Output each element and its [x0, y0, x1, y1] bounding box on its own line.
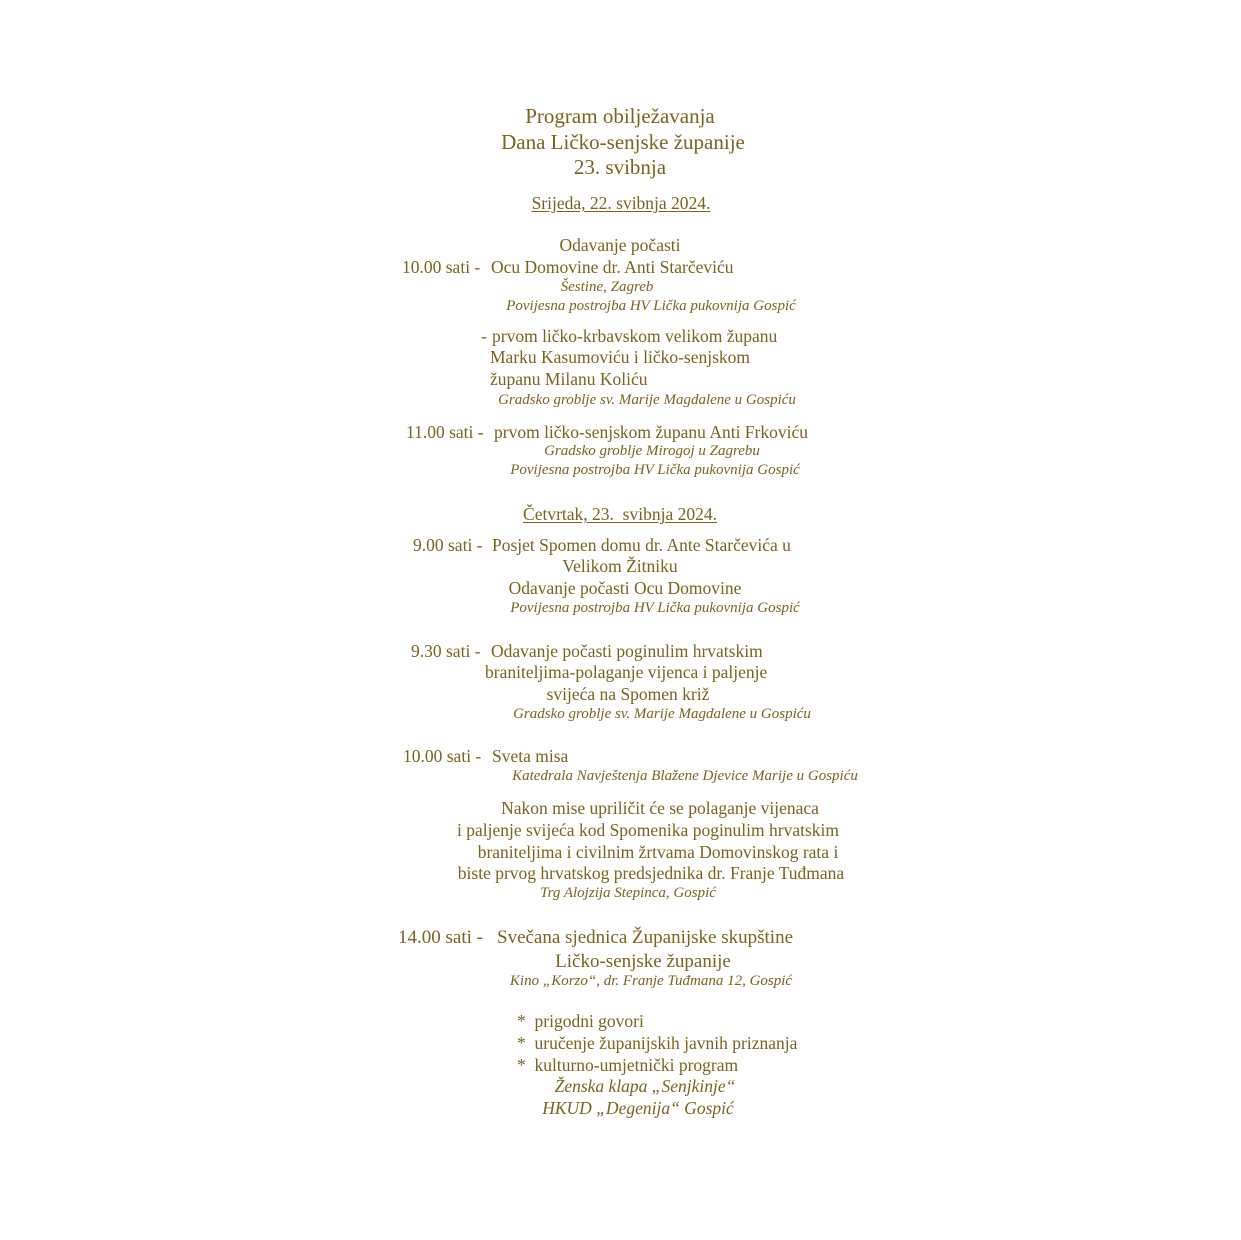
day1-event2-dash: -	[481, 326, 487, 346]
day1-event3-time: 11.00 sati -	[406, 422, 484, 442]
day1-event3-place: Gradsko groblje Mirogoj u Zagrebu	[544, 443, 760, 459]
day2-event4-time: 14.00 sati -	[398, 927, 483, 948]
day2-event3-text: Sveta misa	[492, 746, 569, 766]
day2-date: Četvrtak, 23. svibnja 2024.	[523, 504, 717, 524]
performer-1: Ženska klapa „Senjkinje“	[554, 1076, 736, 1096]
day2-event3-time: 10.00 sati -	[403, 746, 482, 766]
day2-event1-time: 9.00 sati -	[413, 535, 483, 555]
title-line-3: 23. svibnja	[573, 155, 667, 179]
day2-event2-place: Gradsko groblje sv. Marije Magdalene u Gospiću	[513, 706, 811, 722]
day1-date: Srijeda, 22. svibnja 2024.	[531, 193, 711, 213]
day2-event1-unit: Povijesna postrojba HV Lička pukovnija Gospić	[510, 600, 800, 616]
performer-2: HKUD „Degenija“ Gospić	[542, 1098, 734, 1118]
day2-event4-line2: Ličko-senjske županije	[555, 951, 731, 972]
day1-event3-text: prvom ličko-senjskom županu Anti Frkoviću	[494, 422, 808, 442]
day2-event1-line2: Velikom Žitniku	[562, 556, 678, 576]
title-line-2: Dana Ličko-senjske županije	[501, 130, 745, 154]
day1-event1-text: Ocu Domovine dr. Anti Starčeviću	[491, 257, 734, 277]
day2-event4-line1: Svečana sjednica Županijske skupštine	[497, 927, 794, 948]
day1-event1-unit: Povijesna postrojba HV Lička pukovnija Gospić	[506, 298, 796, 314]
after-mass-line1: Nakon mise upriličit će se polaganje vijenaca	[501, 798, 819, 818]
title-line-1: Program obilježavanja	[525, 104, 715, 128]
day2-event1-line1: Posjet Spomen domu dr. Ante Starčevića u	[492, 535, 791, 555]
day2-event1-line3: Odavanje počasti Ocu Domovine	[508, 578, 742, 598]
after-mass-line3: braniteljima i civilnim žrtvama Domovinskog rata i	[477, 842, 839, 862]
after-mass-place: Trg Alojzija Stepinca, Gospić	[540, 885, 716, 901]
bullet-item-2: * uručenje županijskih javnih priznanja	[517, 1033, 798, 1053]
after-mass-line2: i paljenje svijeća kod Spomenika poginulim hrvatskim	[456, 820, 840, 840]
day2-event2-line1: Odavanje počasti poginulim hrvatskim	[491, 641, 763, 661]
day1-event2-line3: županu Milanu Koliću	[490, 369, 648, 389]
day1-event1-time: 10.00 sati -	[402, 257, 481, 277]
day1-event3-unit: Povijesna postrojba HV Lička pukovnija Gospić	[510, 462, 800, 478]
day2-event2-time: 9.30 sati -	[411, 641, 481, 661]
day1-event2-line2: Marku Kasumoviću i ličko-senjskom	[490, 347, 751, 367]
after-mass-line4: biste prvog hrvatskog predsjednika dr. Franje Tuđmana	[457, 863, 845, 883]
day1-event2-place: Gradsko groblje sv. Marije Magdalene u Gospiću	[498, 392, 796, 408]
day2-event2-line3: svijeća na Spomen križ	[546, 684, 710, 704]
day2-event2-line2: braniteljima-polaganje vijenca i paljenje	[485, 662, 768, 682]
day2-event4-place: Kino „Korzo“, dr. Franje Tuđmana 12, Gospić	[509, 973, 793, 989]
bullet-item-1: * prigodni govori	[517, 1011, 644, 1031]
day2-event3-place: Katedrala Navještenja Blažene Djevice Marije u Gospiću	[512, 768, 858, 784]
day1-event2-line1: prvom ličko-krbavskom velikom županu	[492, 326, 778, 346]
day1-event1-place: Šestine, Zagreb	[560, 279, 654, 295]
bullet-item-3: * kulturno-umjetnički program	[517, 1055, 739, 1075]
day1-heading: Odavanje počasti	[559, 235, 681, 255]
